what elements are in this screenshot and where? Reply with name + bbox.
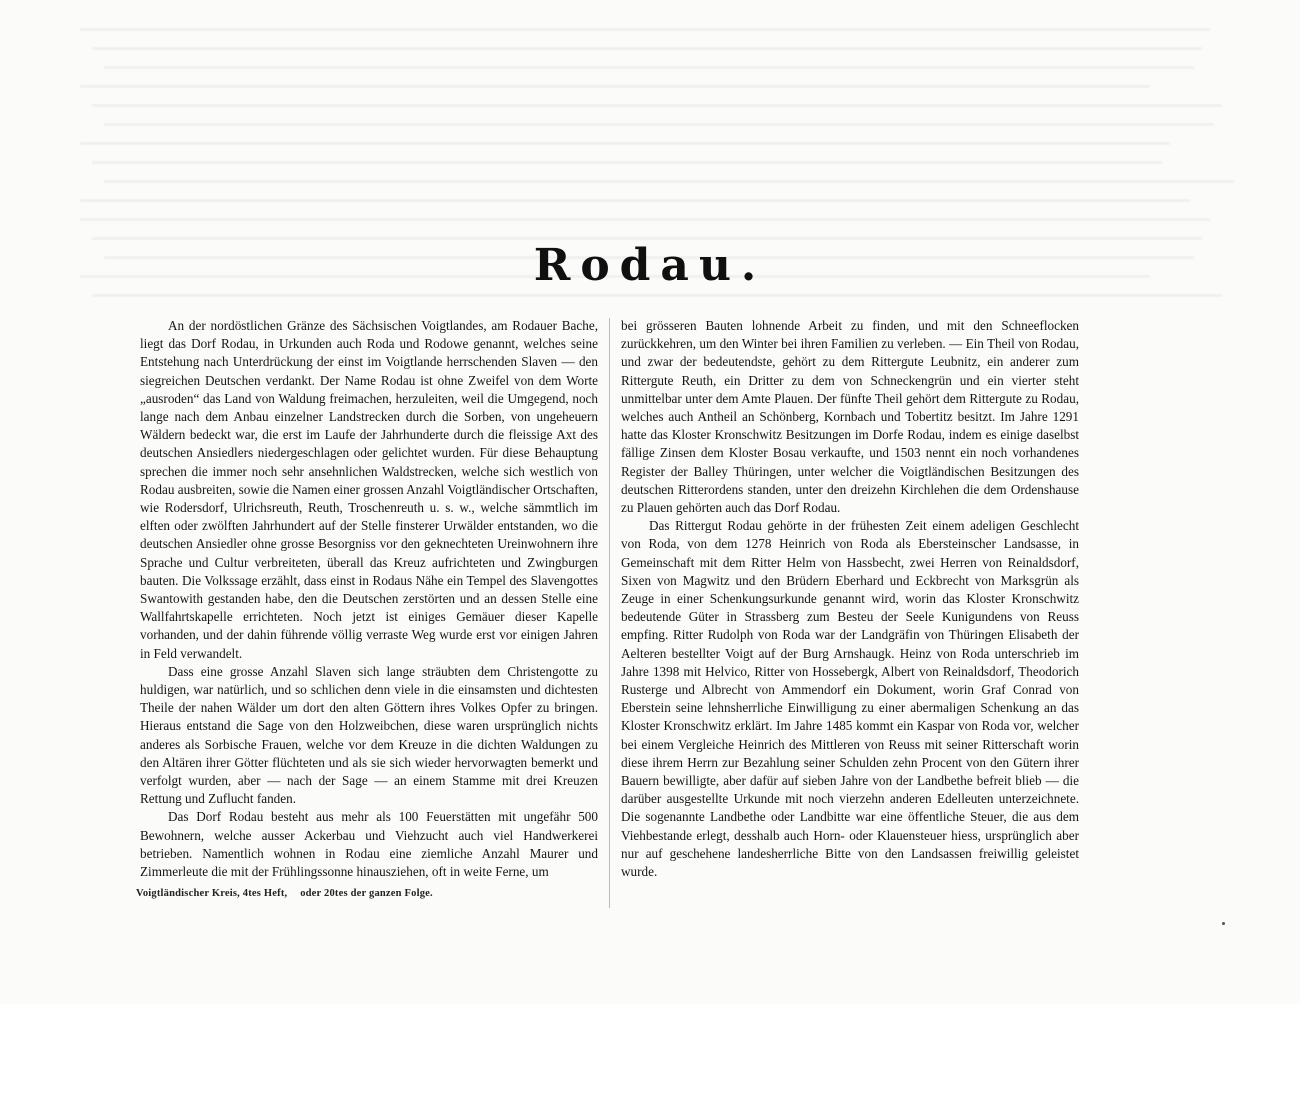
bleed-stroke bbox=[92, 294, 1222, 297]
bleed-line bbox=[0, 191, 1300, 210]
bleed-line bbox=[0, 58, 1300, 77]
bleed-line bbox=[0, 96, 1300, 115]
bleed-stroke bbox=[80, 199, 1190, 202]
left-column bbox=[140, 317, 598, 881]
paragraph: Das Rittergut Rodau gehörte in der frühesten Zeit einem adeligen Geschlecht von Roda, von dem 1278 Heinrich von Roda als Ebersteinscher Landsasse, in Gemeinschaft mit dem Ritter Helm von Hassbecht, zwei Herren von Reinaldsdorf, Sixen von Magwitz und den Brüdern Eberhard und Eckbrecht von Marksgrün als Zeuge in einer Schenkungsurkunde genannt wird, worin das Kloster Kronschwitz bedeutende Güter in Strassberg zum Besteu der Seele Kunigundens von Reuss empfing. Ritter Rudolph von Roda war der Landgräfin von Thüringen Elisabeth der Aelteren bestellter Voigt auf der Burg Arnshaugk. Heinz von Roda unterschrieb im Jahre 1398 mit Helvico, Ritter von Hossebergk, Albert von Reinaldsdorf, Theodorich Rusterge und Albrecht von Ammendorf ein Dokument, worin Graf Conrad von Eberstein seine lehnsherrliche Einwilligung zu einer abermaligen Schenkung an das Kloster Kronschwitz erklärt. Im Jahre 1485 kommt ein Kaspar von Roda vor, welcher bei einem Vergleiche Heinrich des Mittleren von Reuss mit seiner Ritterschaft worin diese ihrem Herrn zur Bezahlung seiner Schulden zehn Procent von den Gütern ihrer Bauern bewilligte, aber dafür auf sieben Jahre von der Landbethe befreit blieb — die darüber ausgestellte Urkunde mit noch vierzehn anderen Edelleuten unterzeichnete. Die sogenannte Landbethe oder Landbitte war eine öffentliche Steuer, die aus dem Viehbestande erlegt, desshalb auch Horn- oder Klauensteuer hiess, ursprünglich aber nur auf geschehene landesherrliche Bitte von den Landsassen freiwillig geleistet wurde. bbox=[621, 518, 1079, 880]
bottom-margin bbox=[0, 1004, 1300, 1094]
bleed-line bbox=[0, 134, 1300, 153]
column-divider bbox=[609, 318, 610, 908]
bleed-line bbox=[0, 115, 1300, 134]
bleed-line bbox=[0, 20, 1300, 39]
footer-sequence: oder 20tes der ganzen Folge. bbox=[300, 888, 433, 899]
bleed-stroke bbox=[92, 161, 1162, 164]
bleed-stroke bbox=[80, 28, 1210, 31]
footer-signature bbox=[136, 888, 606, 899]
bleed-stroke bbox=[80, 218, 1210, 221]
bleed-line bbox=[0, 172, 1300, 191]
bleed-stroke bbox=[104, 66, 1194, 69]
bleed-line bbox=[0, 77, 1300, 96]
paragraph: bei grösseren Bauten lohnende Arbeit zu finden, und mit den Schneeflocken zurückkehren, um den Winter bei ihren Familien zu verleben. — Ein Theil von Rodau, und zwar der bedeutendste, gehört zu dem Rittergute Leubnitz, ein anderer zum Rittergute Reuth, ein Dritter zu dem von Schneckengrün und ein vierter steht unmittelbar unter dem Amte Plauen. Der fünfte Theil gehört dem Rittergute zu Rodau, welches auch Antheil an Schönberg, Kornbach und Tobertitz besitzt. Im Jahre 1291 hatte das Kloster Kronschwitz Besitzungen im Dorfe Rodau, indem es einige daselbst fällige Zinsen dem Kloster Bosau verkaufte, und 1503 nennt ein noch vorhandenes Register der Balley Thüringen, unter welcher die Voigtländischen Besitzungen des deutschen Ritterordens standen, unter den dreizehn Kirchlehen die dem Ordenshause zu Plauen gehörten auch das Dorf Rodau. bbox=[621, 318, 1079, 516]
bleed-stroke bbox=[104, 123, 1214, 126]
page-title: Rodau. bbox=[533, 240, 767, 291]
bleed-stroke bbox=[92, 47, 1202, 50]
bleed-stroke bbox=[104, 180, 1234, 183]
paragraph: An der nordöstlichen Gränze des Sächsischen Voigtlandes, am Rodauer Bache, liegt das Dorf Rodau, in Urkunden auch Roda und Rodowe genannt, welches seine Entstehung nach Unterdrückung der einst im Voigtlande herrschenden Slaven — den siegreichen Deutschen verdankt. Der Name Rodau ist ohne Zweifel von dem Worte „ausroden“ das Land von Waldung freimachen, herzuleiten, weil die Umgegend, noch lange nach dem Anbau einzelner Landstrecken durch die Sorben, von ungeheuern Wäldern bedeckt war, die erst im Laufe der Jahrhunderte durch die fleissige Axt des deutschen Ansiedlers niedergeschlagen oder gelichtet wurden. Für diese Behauptung sprechen die immer noch sehr ansehnlichen Waldstrecken, welche sich westlich von Rodau ausbreiten, sowie die Namen einer grossen Anzahl Voigtländischer Ortschaften, wie Rodersdorf, Ulrichsreuth, Reuth, Troschenreuth u. s. w., welche sämmtlich im elften oder zwölften Jahrhundert auf der Stelle finsterer Urwälder entstanden, wo die deutschen Ansiedler ohne grosse Besorgniss vor den geknechteten Ureinwohnern ihre Sprache und Cultur verbreiteten, überall das Kreuz aufrichteten und Zwingburgen bauten. Die Volkssage erzählt, dass einst in Rodaus Nähe ein Tempel des Slavengottes Swantowith gestanden habe, den die Deutschen zerstörten und an dessen Stelle eine Wallfahrtskapelle errichteten. Noch jetzt ist einiges Gemäuer dieser Kapelle vorhanden, und der dahin führende völlig verraste Weg wurde erst vor einigen Jahren in Feld verwandelt. bbox=[140, 318, 598, 661]
paper-speck bbox=[1222, 922, 1225, 925]
paragraph: Dass eine grosse Anzahl Slaven sich lange sträubten dem Christengotte zu huldigen, war natürlich, und so schlichen denn viele in die einsamsten und dichtesten Theile der nahen Wälder um dort den alten Göttern ihres Volkes Opfer zu bringen. Hieraus entstand die Sage von den Holzweibchen, diese waren ursprünglich nichts anderes als Sorbische Frauen, welche vor dem Kreuze in die dichten Waldungen zu den Altären ihrer Götter flüchteten und als sie sich wieder hervorwagten bemerkt und verfolgt wurden, aber — nach der Sage — an einem Stamme mit drei Kreuzen Rettung und Zuflucht fanden. bbox=[140, 663, 598, 807]
bleed-line bbox=[0, 39, 1300, 58]
paragraph: Das Dorf Rodau besteht aus mehr als 100 Feuerstätten mit ungefähr 500 Bewohnern, welche ausser Ackerbau und Viehzucht auch viel Handwerkerei betrieben. Namentlich wohnen in Rodau eine ziemliche Anzahl Maurer und Zimmerleute die mit der Frühlingssonne hinausziehen, oft in weite Ferne, um bbox=[140, 809, 598, 880]
right-column bbox=[621, 317, 1079, 881]
bleed-line bbox=[0, 153, 1300, 172]
bleed-stroke bbox=[80, 142, 1170, 145]
footer-series: Voigtländischer Kreis, 4tes Heft, bbox=[136, 888, 288, 899]
bleed-stroke bbox=[92, 104, 1222, 107]
bleed-line bbox=[0, 210, 1300, 229]
bleed-stroke bbox=[80, 85, 1150, 88]
bleed-through-text bbox=[0, 20, 1300, 210]
